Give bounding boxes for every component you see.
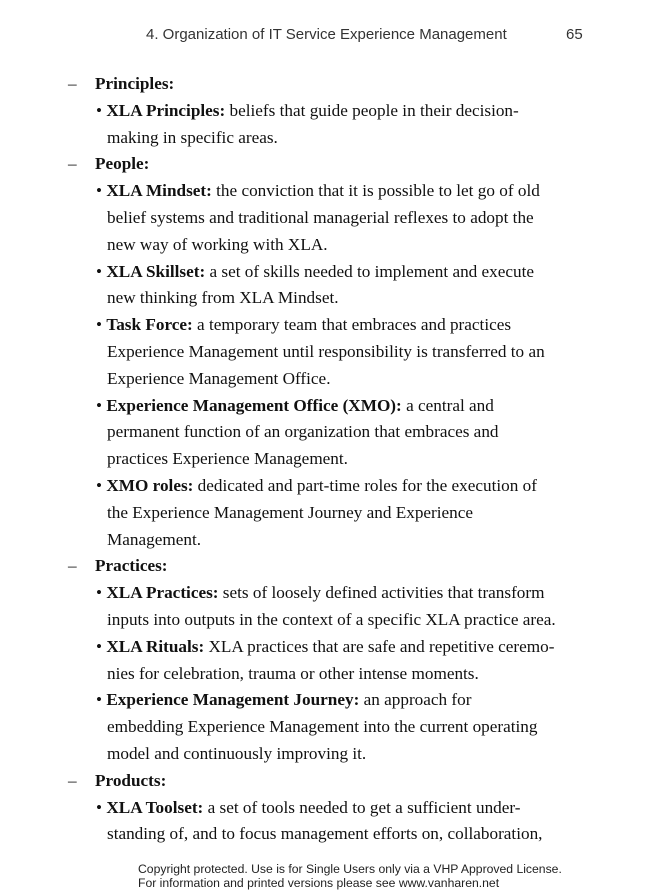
definition-continuation (0, 232, 650, 259)
definition-term: Experience Management Journey: (106, 690, 360, 710)
dash-marker: – (68, 556, 77, 576)
definition-continuation (0, 205, 650, 232)
section-heading: People: (95, 154, 150, 174)
definition-continuation (0, 125, 650, 152)
definition-term: Experience Management Office (XMO): (106, 395, 402, 415)
definition-first-line (96, 259, 534, 286)
footer-line-website: For information and printed versions please see www.vanharen.net (138, 876, 500, 890)
dash-marker: – (68, 74, 77, 93)
definition-text: practices Experience Management. (107, 449, 348, 469)
section-heading-line (0, 71, 650, 98)
definition-continuation (0, 661, 650, 688)
definition-text: inputs into outputs in the context of a specific XLA practice area. (107, 609, 556, 629)
bullet-marker: • (96, 797, 103, 817)
definition-continuation (0, 714, 650, 741)
section-heading: Products: (95, 770, 167, 790)
definition-text: nies for celebration, trauma or other intense moments. (107, 663, 479, 683)
definition-term: XLA Toolset: (106, 797, 204, 817)
bullet-marker: • (96, 636, 103, 656)
definition-text: new way of working with XLA. (107, 234, 328, 254)
definition-continuation (0, 821, 650, 848)
definition-text: the Experience Management Journey and Experience (107, 502, 474, 522)
definition-text: beliefs that guide people in their decision- (229, 100, 519, 120)
definition-first-line (96, 634, 554, 661)
section-heading-line (0, 553, 650, 580)
section-heading-line (0, 151, 650, 178)
definition-first-line (96, 178, 540, 205)
definition-text: XLA practices that are safe and repetitive ceremo- (208, 636, 555, 656)
definition-item (0, 634, 650, 661)
definition-term: XLA Principles: (106, 100, 226, 120)
definition-term: XLA Rituals: (106, 636, 205, 656)
definition-text: a set of skills needed to implement and execute (209, 261, 535, 281)
bullet-marker: • (96, 475, 103, 495)
definition-item (0, 687, 650, 714)
definition-continuation (0, 741, 650, 768)
definition-term: XLA Practices: (106, 583, 219, 603)
definition-first-line (96, 98, 519, 125)
page-header (0, 26, 650, 46)
section-heading-line (0, 768, 650, 795)
definition-text: an approach for (363, 690, 472, 710)
section-heading: Practices: (95, 556, 168, 576)
bullet-marker: • (96, 690, 103, 710)
definition-item (0, 178, 650, 205)
glossary-body (0, 71, 650, 848)
bullet-marker: • (96, 395, 103, 415)
bullet-marker: • (96, 583, 103, 603)
definition-text: dedicated and part-time roles for the execution of (197, 475, 537, 495)
definition-text: Experience Management Office. (107, 368, 331, 388)
definition-text: embedding Experience Management into the current operating (107, 717, 538, 737)
definition-item (0, 312, 650, 339)
bullet-marker: • (96, 100, 103, 120)
definition-first-line (96, 580, 545, 607)
definition-first-line (96, 312, 511, 339)
definition-term: Task Force: (106, 315, 193, 335)
definition-text: belief systems and traditional managerial reflexes to adopt the (107, 207, 534, 227)
definition-text: a set of tools needed to get a sufficient under- (207, 797, 521, 817)
definition-item (0, 98, 650, 125)
dash-marker: – (68, 154, 77, 174)
bullet-marker: • (96, 261, 103, 281)
definition-term: XMO roles: (106, 475, 194, 495)
definition-text: sets of loosely defined activities that transform (222, 583, 545, 603)
dash-marker: – (68, 770, 77, 790)
chapter-title: 4. Organization of IT Service Experience Management (146, 26, 507, 43)
definition-first-line (96, 393, 494, 420)
definition-text: permanent function of an organization that embraces and (107, 422, 499, 442)
definition-text: new thinking from XLA Mindset. (107, 288, 339, 308)
copyright-footer (138, 862, 618, 890)
definition-text: Experience Management until responsibility is transferred to an (107, 341, 545, 361)
definition-item (0, 580, 650, 607)
definition-text: model and continuously improving it. (107, 743, 367, 763)
definition-continuation (0, 285, 650, 312)
definition-continuation (0, 446, 650, 473)
definition-continuation (0, 419, 650, 446)
definition-text: the conviction that it is possible to let go of old (216, 181, 540, 201)
definition-first-line (96, 473, 537, 500)
definition-first-line (96, 687, 471, 714)
definition-text: making in specific areas. (107, 127, 278, 147)
bullet-marker: • (96, 315, 103, 335)
definition-item (0, 259, 650, 286)
page-number: 65 (566, 26, 583, 43)
section-heading: Principles: (95, 74, 175, 93)
definition-text: standing of, and to focus management efforts on, collaboration, (107, 824, 543, 844)
definition-text: a central and (406, 395, 494, 415)
definition-continuation (0, 527, 650, 554)
definition-term: XLA Skillset: (106, 261, 206, 281)
definition-item (0, 795, 650, 822)
definition-item (0, 393, 650, 420)
bullet-marker: • (96, 181, 103, 201)
definition-continuation (0, 500, 650, 527)
definition-continuation (0, 366, 650, 393)
definition-term: XLA Mindset: (106, 181, 212, 201)
definition-item (0, 473, 650, 500)
definition-text: a temporary team that embraces and practices (197, 315, 512, 335)
definition-continuation (0, 607, 650, 634)
definition-text: Management. (107, 529, 202, 549)
footer-line-license: Copyright protected. Use is for Single Users only via a VHP Approved License. (138, 862, 562, 876)
definition-continuation (0, 339, 650, 366)
definition-first-line (96, 795, 521, 822)
